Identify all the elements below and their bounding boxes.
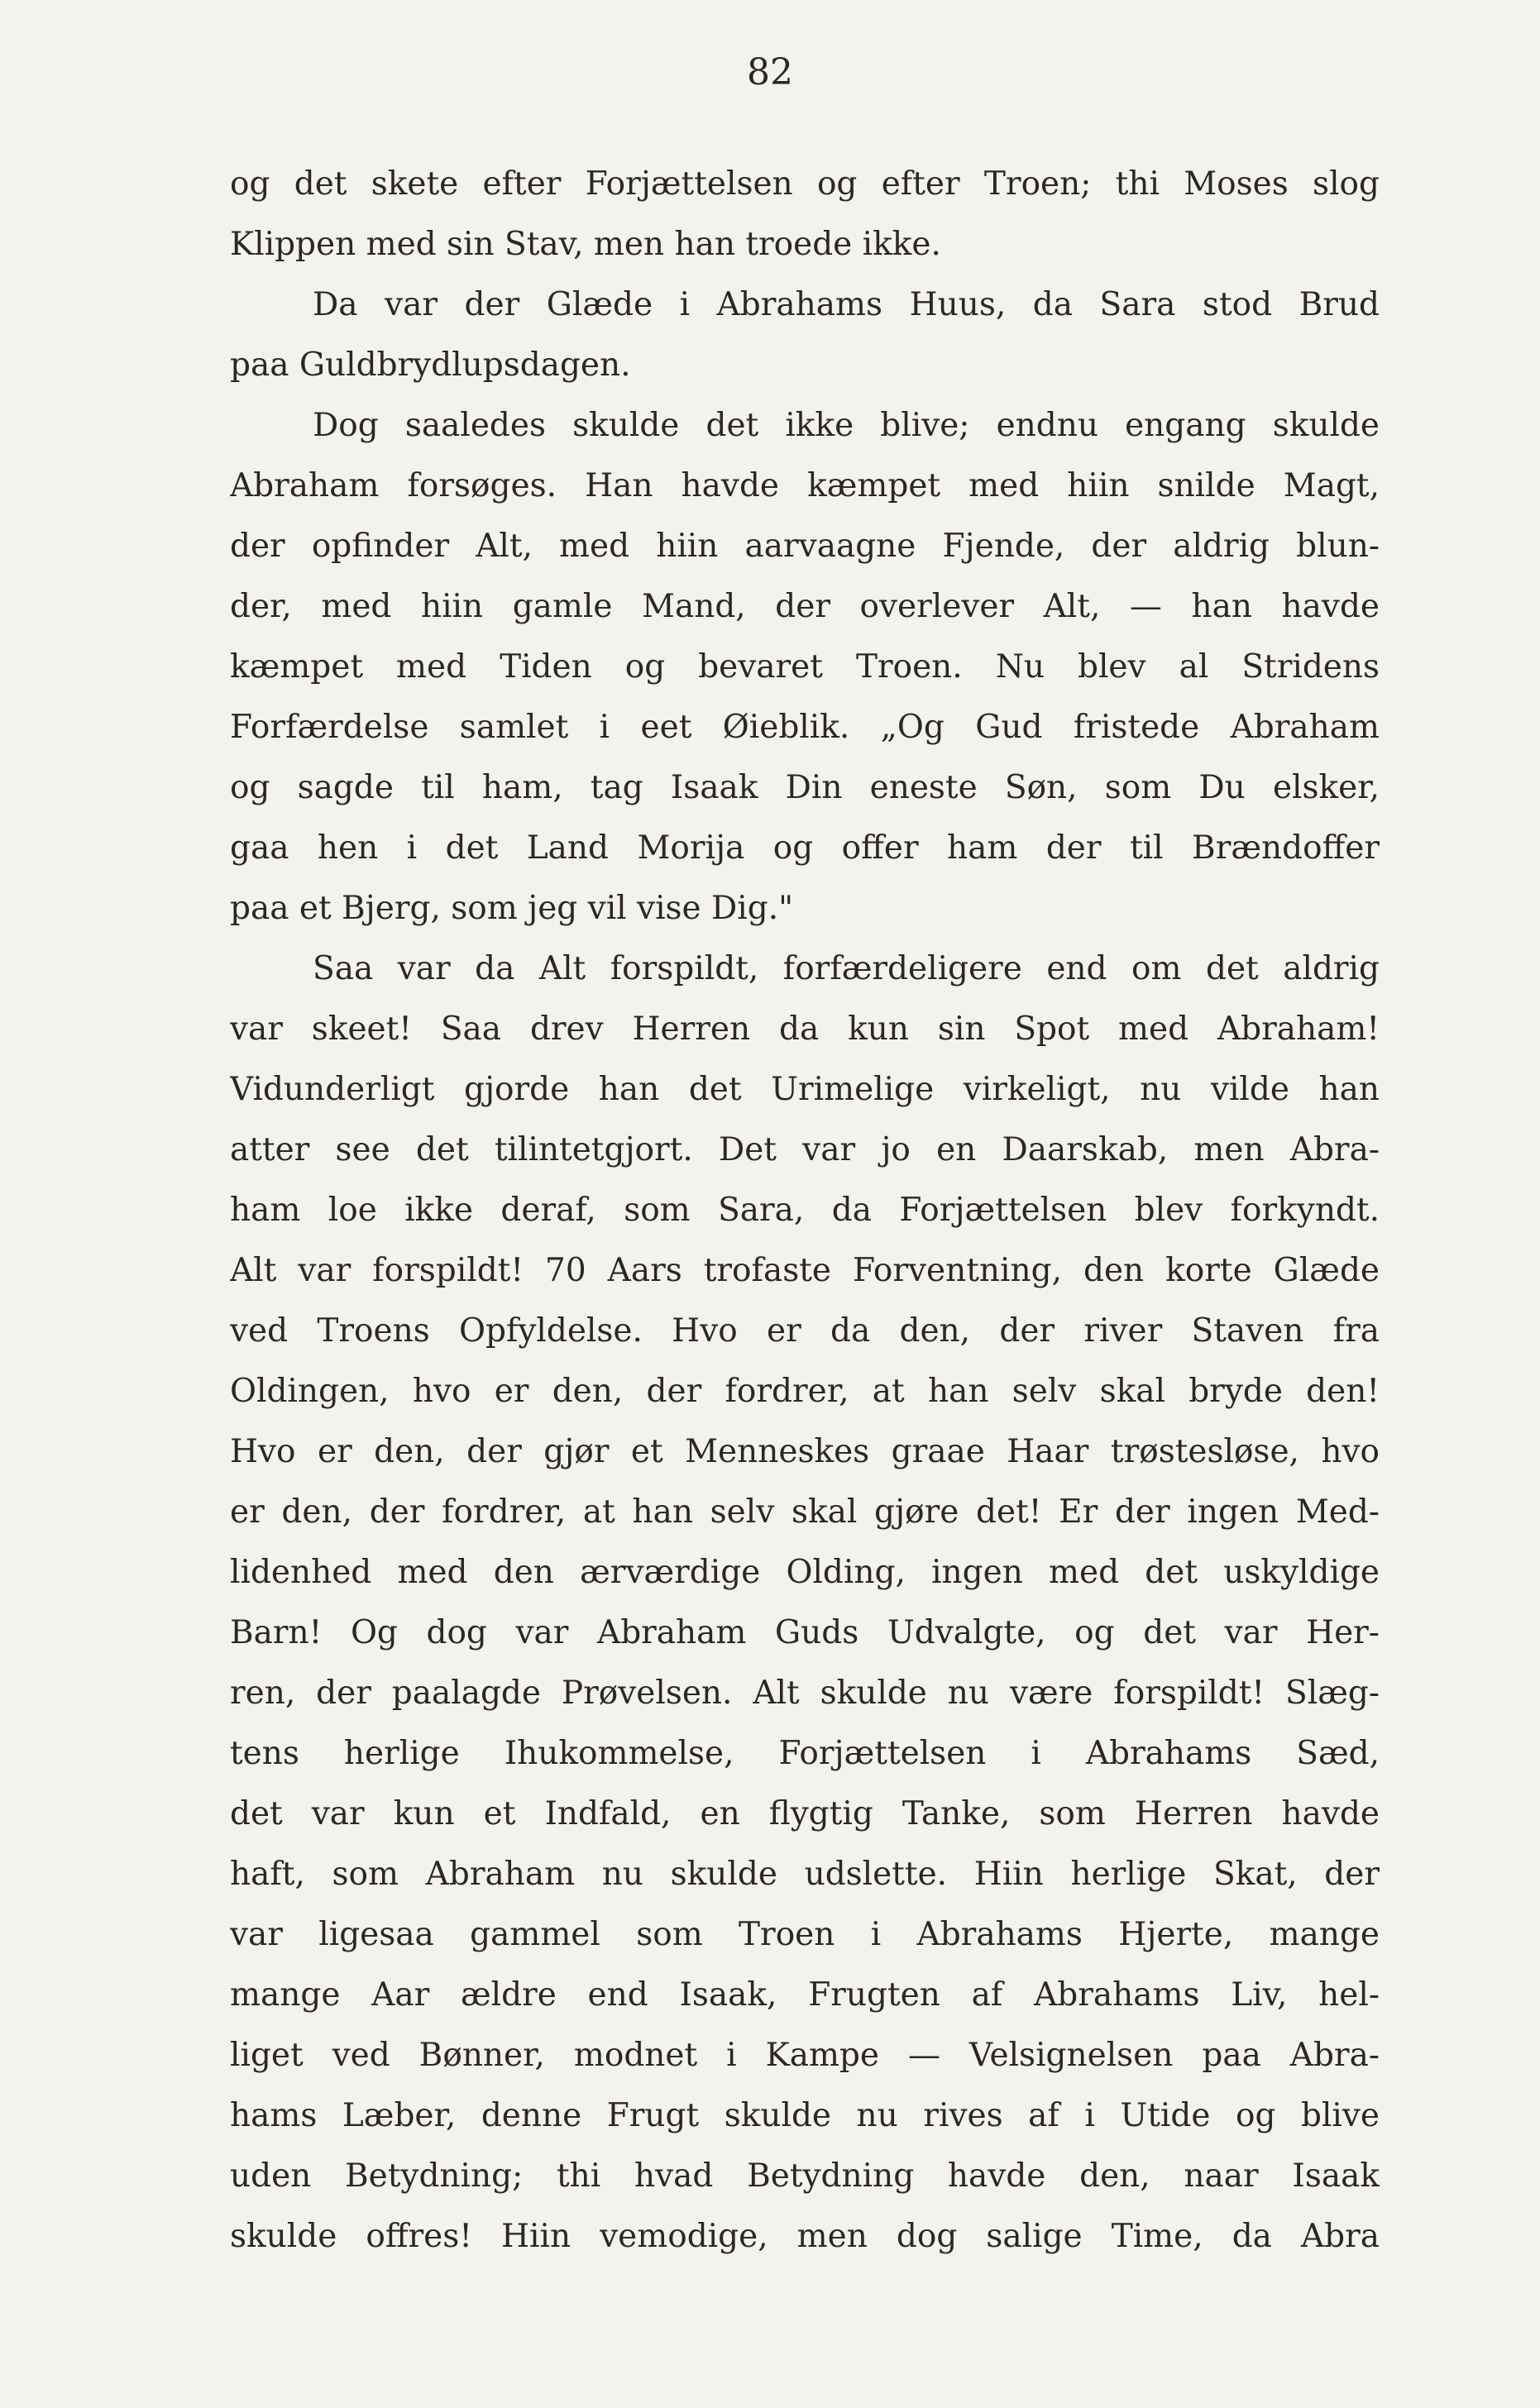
text-line: Hvo er den, der gjør et Menneskes graae Haar trøstesløse, hvo xyxy=(230,1433,1380,1470)
text-line: var ligesaa gammel som Troen i Abrahams Hjerte, mange xyxy=(230,1916,1380,1953)
text-line: skulde offres! Hiin vemodige, men dog salige Time, da Abra xyxy=(230,2218,1380,2255)
text-line: atter see det tilintetgjort. Det var jo en Daarskab, men Abra- xyxy=(230,1131,1380,1168)
text-line: hams Læber, denne Frugt skulde nu rives af i Utide og blive xyxy=(230,2097,1380,2134)
text-line: Abraham forsøges. Han havde kæmpet med hiin snilde Magt, xyxy=(230,467,1380,504)
text-line: var skeet! Saa drev Herren da kun sin Spot med Abraham! xyxy=(230,1010,1380,1048)
text-line: Forfærdelse samlet i eet Øieblik. „Og Gud fristede Abraham xyxy=(230,709,1380,746)
text-line: kæmpet med Tiden og bevaret Troen. Nu blev al Stridens xyxy=(230,648,1380,686)
text-line: Saa var da Alt forspildt, forfærdeligere end om det aldrig xyxy=(313,950,1380,987)
body-text xyxy=(230,154,1380,2267)
text-line: der opfinder Alt, med hiin aarvaagne Fjende, der aldrig blun- xyxy=(230,528,1380,565)
text-line: der, med hiin gamle Mand, der overlever Alt, — han havde xyxy=(230,588,1380,625)
text-line: uden Betydning; thi hvad Betydning havde den, naar Isaak xyxy=(230,2157,1380,2195)
text-line: paa et Bjerg, som jeg vil vise Dig." xyxy=(230,890,794,927)
text-line: Barn! Og dog var Abraham Guds Udvalgte, og det var Her- xyxy=(230,1614,1380,1651)
page-number: 82 xyxy=(747,51,793,93)
text-line: og sagde til ham, tag Isaak Din eneste Søn, som Du elsker, xyxy=(230,769,1380,806)
text-line: ved Troens Opfyldelse. Hvo er da den, der river Staven fra xyxy=(230,1312,1380,1350)
text-line: mange Aar ældre end Isaak, Frugten af Abrahams Liv, hel- xyxy=(230,1976,1380,2014)
text-line: tens herlige Ihukommelse, Forjættelsen i Abrahams Sæd, xyxy=(230,1735,1380,1772)
text-line: ren, der paalagde Prøvelsen. Alt skulde nu være forspildt! Slæg- xyxy=(230,1675,1380,1712)
text-line: Klippen med sin Stav, men han troede ikke. xyxy=(230,226,941,263)
text-line: liget ved Bønner, modnet i Kampe — Velsignelsen paa Abra- xyxy=(230,2037,1380,2074)
text-line: ham loe ikke deraf, som Sara, da Forjættelsen blev forkyndt. xyxy=(230,1192,1380,1229)
text-line: lidenhed med den ærværdige Olding, ingen med det uskyldige xyxy=(230,1554,1380,1591)
text-line: Alt var forspildt! 70 Aars trofaste Forventning, den korte Glæde xyxy=(230,1252,1380,1289)
text-line: er den, der fordrer, at han selv skal gjøre det! Er der ingen Med- xyxy=(230,1493,1380,1531)
text-line: Dog saaledes skulde det ikke blive; endnu engang skulde xyxy=(313,407,1380,444)
text-line: Vidunderligt gjorde han det Urimelige virkeligt, nu vilde han xyxy=(230,1071,1380,1108)
text-line: og det skete efter Forjættelsen og efter Troen; thi Moses slog xyxy=(230,165,1380,203)
text-line: paa Guldbrydlupsdagen. xyxy=(230,346,631,384)
text-line: det var kun et Indfald, en flygtig Tanke, som Herren havde xyxy=(230,1795,1380,1832)
text-line: Oldingen, hvo er den, der fordrer, at han selv skal bryde den! xyxy=(230,1373,1380,1410)
text-line: gaa hen i det Land Morija og offer ham der til Brændoffer xyxy=(230,829,1380,867)
text-line: haft, som Abraham nu skulde udslette. Hiin herlige Skat, der xyxy=(230,1856,1380,1893)
text-line: Da var der Glæde i Abrahams Huus, da Sara stod Brud xyxy=(313,286,1380,323)
